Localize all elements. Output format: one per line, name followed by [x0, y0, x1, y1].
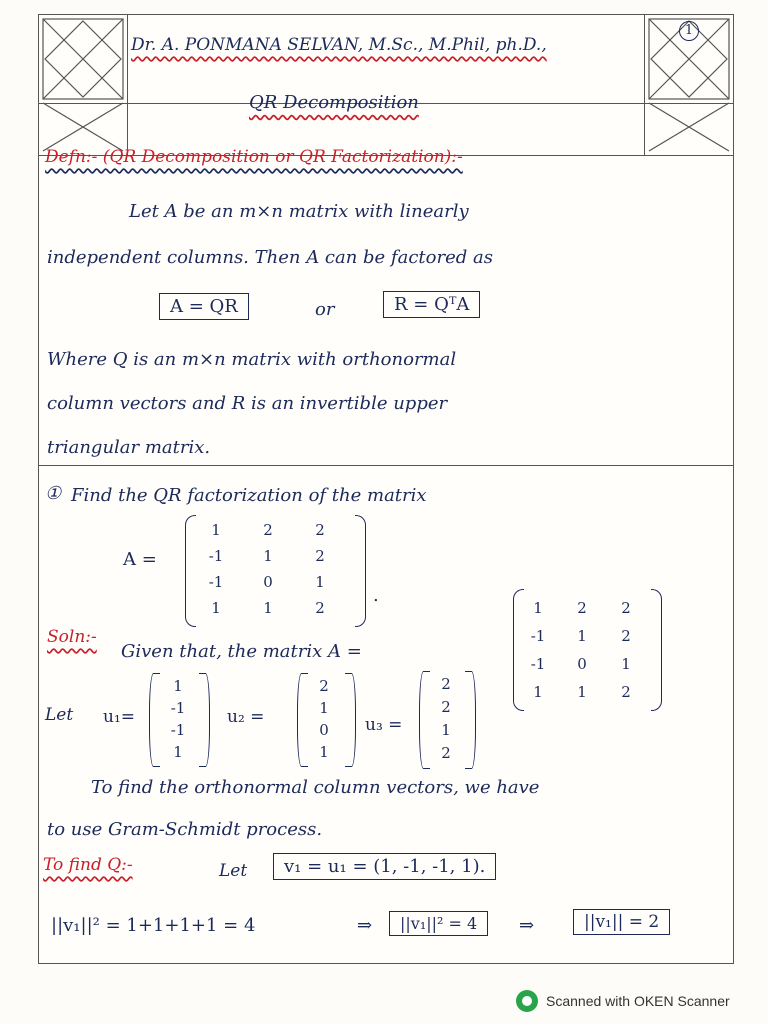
- matrix-cell: 2: [621, 683, 631, 701]
- matrix-cell: 1: [263, 599, 273, 617]
- scanner-text: Scanned with OKEN Scanner: [546, 993, 730, 1009]
- matrix-period: .: [373, 585, 379, 606]
- solution-label: Soln:-: [47, 627, 97, 647]
- equation-r-qta: R = QᵀA: [383, 291, 480, 318]
- or-label: or: [315, 299, 335, 320]
- scanner-watermark: [516, 990, 730, 1012]
- header-author-row: [39, 15, 733, 104]
- u3-paren-right: [465, 671, 476, 769]
- matrix-cell: 1: [577, 683, 587, 701]
- implies-arrow-2: ⇒: [519, 915, 535, 936]
- definition-heading: Defn:- (QR Decomposition or QR Factorization):-: [45, 147, 463, 167]
- definition-line-2: independent columns. Then A can be factored as: [47, 247, 493, 268]
- vector-entry: 1: [173, 677, 183, 695]
- matrix-cell: 1: [315, 573, 325, 591]
- vector-entry: 1: [319, 699, 329, 717]
- oken-logo-icon: [516, 990, 538, 1012]
- matrix-cell: 1: [263, 547, 273, 565]
- vector-entry: 1: [173, 743, 183, 761]
- vector-entry: 1: [441, 721, 451, 739]
- matrix-cell: 0: [577, 655, 587, 673]
- let-label: Let: [45, 705, 74, 725]
- matrix-cell: 1: [533, 683, 543, 701]
- gram-schmidt-line-2: to use Gram-Schmidt process.: [47, 819, 323, 840]
- vector-entry: 2: [319, 677, 329, 695]
- problem-number: ①: [45, 483, 62, 504]
- definition-line-5: triangular matrix.: [47, 437, 211, 458]
- vector-entry: 2: [441, 675, 451, 693]
- matrix-cell: 2: [621, 599, 631, 617]
- u3-paren-left: [419, 671, 430, 769]
- u3-label: u₃ =: [365, 715, 403, 735]
- matrix-cell: 2: [315, 599, 325, 617]
- matrix-cell: -1: [530, 655, 546, 673]
- matrix-cell: 0: [263, 573, 273, 591]
- u2-label: u₂ =: [227, 707, 265, 727]
- vector-entry: 2: [441, 698, 451, 716]
- page-number: 1: [679, 21, 699, 41]
- u2-paren-left: [297, 673, 308, 767]
- matrix-cell: -1: [208, 573, 224, 591]
- u2-paren-right: [345, 673, 356, 767]
- cross-pattern-icon: [39, 15, 127, 155]
- matrix-cell: 1: [533, 599, 543, 617]
- matrix-cell: 2: [315, 521, 325, 539]
- u1-paren-right: [199, 673, 210, 767]
- matrix-cell: -1: [208, 547, 224, 565]
- given-line: Given that, the matrix A =: [121, 641, 362, 662]
- corner-decoration-left: [39, 15, 128, 155]
- implies-arrow-1: ⇒: [357, 915, 373, 936]
- vector-entry: -1: [170, 699, 186, 717]
- let-label-2: Let: [219, 861, 248, 881]
- equation-a-qr: A = QR: [159, 293, 249, 320]
- vector-entry: -1: [170, 721, 186, 739]
- matrix-cell: 2: [315, 547, 325, 565]
- u1-label: u₁=: [103, 707, 136, 727]
- matrix-bracket-right-2: [651, 589, 662, 711]
- matrix-cell: -1: [530, 627, 546, 645]
- definition-line-1: Let A be an m×n matrix with linearly: [129, 201, 469, 222]
- section-divider: [39, 465, 733, 466]
- notebook-page: [38, 14, 734, 964]
- matrix-cell: 1: [211, 599, 221, 617]
- matrix-cell: 2: [263, 521, 273, 539]
- page-title: QR Decomposition: [249, 92, 419, 113]
- u1-paren-left: [149, 673, 160, 767]
- v1-equation: v₁ = u₁ = (1, -1, -1, 1).: [273, 853, 496, 880]
- norm-calculation: ||v₁||² = 1+1+1+1 = 4: [51, 915, 256, 936]
- matrix-bracket-right: [355, 515, 366, 627]
- author-line: Dr. A. PONMANA SELVAN, M.Sc., M.Phil, ph.D.,: [131, 35, 547, 55]
- vector-entry: 1: [319, 743, 329, 761]
- norm-result: ||v₁|| = 2: [573, 909, 670, 935]
- vector-entry: 2: [441, 744, 451, 762]
- matrix-cell: 1: [577, 627, 587, 645]
- matrix-bracket-left: [185, 515, 196, 627]
- definition-line-3: Where Q is an m×n matrix with orthonormal: [47, 349, 457, 370]
- matrix-cell: 2: [577, 599, 587, 617]
- gram-schmidt-line-1: To find the orthonormal column vectors, we have: [91, 777, 540, 798]
- matrix-a-label: A =: [123, 549, 157, 570]
- vector-entry: 0: [319, 721, 329, 739]
- norm-squared-result: ||v₁||² = 4: [389, 911, 488, 936]
- find-q-heading: To find Q:-: [43, 855, 133, 875]
- matrix-cell: 1: [211, 521, 221, 539]
- matrix-cell: 2: [621, 627, 631, 645]
- matrix-cell: 1: [621, 655, 631, 673]
- problem-statement: Find the QR factorization of the matrix: [71, 485, 427, 506]
- definition-line-4: column vectors and R is an invertible upper: [47, 393, 448, 414]
